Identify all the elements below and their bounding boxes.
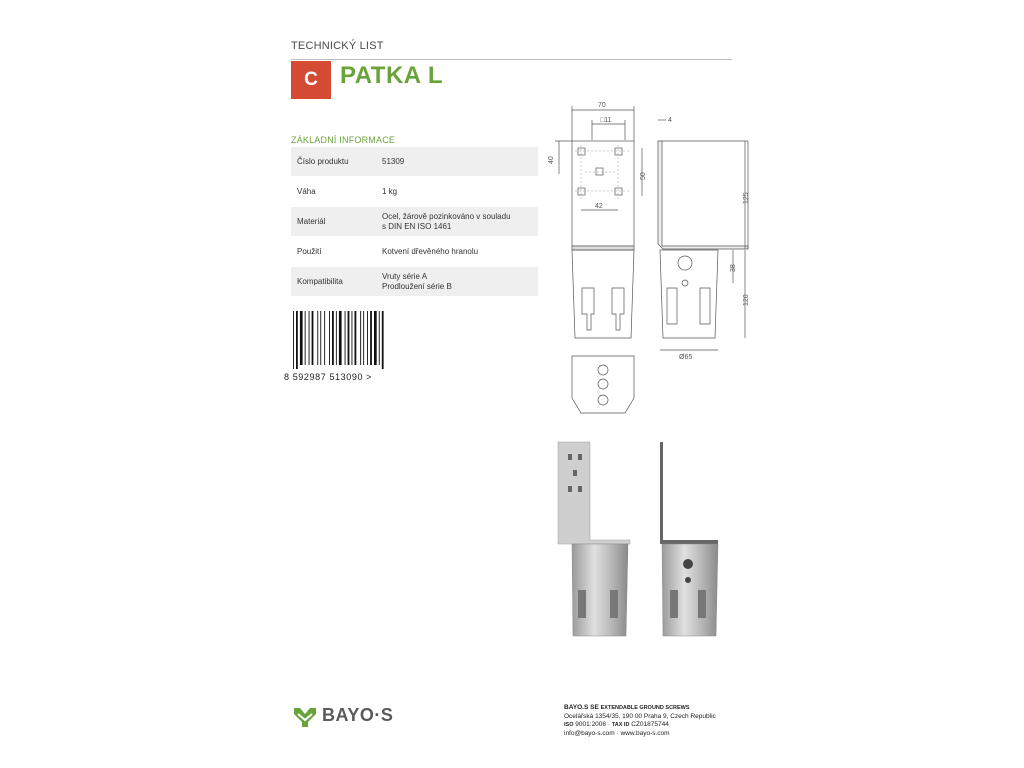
product-title: PATKA L [340,62,444,89]
dim-label-width: 70 [598,102,606,109]
spec-value [382,157,538,167]
plate-outline [572,141,634,246]
dim-label-square: □11 [600,117,612,124]
spec-row-usage [291,237,538,267]
spec-key: Materiál [297,217,326,226]
spec-row-weight [291,177,538,207]
spec-value-line: 51309 [382,156,405,166]
brand-logo-icon [293,706,317,728]
document-type-label: TECHNICKÝ LIST [291,40,384,52]
company-address: Ocelářská 1354/35, 190 00 Praha 9, Czech Republic [564,712,716,720]
tax-value: CZ01875744 [631,721,669,728]
tube-outline [572,250,634,338]
company-contact: info@bayo-s.com · www.bayo-s.com [564,729,670,737]
dim-label-50: 50 [640,172,647,180]
spec-row-product-number [291,147,538,177]
product-render-image [556,440,736,640]
plate-hole [578,148,585,155]
spec-value-line: Prodloužení série B [382,281,452,291]
spec-row-material [291,207,538,237]
dim-label-thickness: 4 [668,117,672,124]
technical-drawing [545,100,760,420]
dim-label-40: 40 [548,156,555,164]
tax-label: TAX ID [611,722,630,728]
spec-value [382,272,538,292]
spec-value-line: Vruty série A [382,271,428,281]
plate-hole [596,168,603,175]
spec-key: Číslo produktu [297,157,349,166]
dim-label-38: 38 [730,264,737,272]
spec-value [382,212,538,232]
spec-value-line: 1 kg [382,186,398,196]
spec-key: Použití [297,247,322,256]
category-badge: C [291,61,331,99]
dim-label-42: 42 [595,203,603,210]
lower-plate [572,356,634,413]
spec-value [382,247,538,257]
section-heading-basic-info: ZÁKLADNÍ INFORMACE [291,135,396,145]
spec-value-line: Kotvení dřevěného hranolu [382,246,479,256]
spec-key: Kompatibilita [297,277,343,286]
barcode-image [291,311,386,371]
spec-table [291,147,538,297]
dim-label-diameter: Ø65 [679,354,693,361]
plate-hole [615,148,622,155]
barcode-number: 8 592987 513090 > [284,372,373,382]
header-divider [291,59,732,60]
company-info: BAYO.S SE EXTENDABLE GROUND SCREWS Ocelářská 1354/35, 190 00 Praha 9, Czech Republic ISO 9001:2008 · TAX ID CZ01875744 info@bayo-s.com · www.bayo-s.com [564,704,716,737]
company-tagline: EXTENDABLE GROUND SCREWS [600,705,690,711]
plate-hole [615,188,622,195]
iso-label: ISO [564,722,574,728]
spec-value [382,187,538,197]
company-name: BAYO.S SE [564,704,599,711]
brand-wordmark: BAYO·S [322,705,394,725]
spec-value-line: Ocel, žárově pozinkováno v souladu [382,211,511,221]
iso-value: 9001:2008 [575,721,607,728]
spec-row-compatibility [291,267,538,297]
dim-label-120: 120 [743,294,750,306]
dim-label-125: 125 [743,192,750,204]
spec-value-line: s DIN EN ISO 1461 [382,221,452,231]
spec-key: Váha [297,187,316,196]
plate-hole [578,188,585,195]
